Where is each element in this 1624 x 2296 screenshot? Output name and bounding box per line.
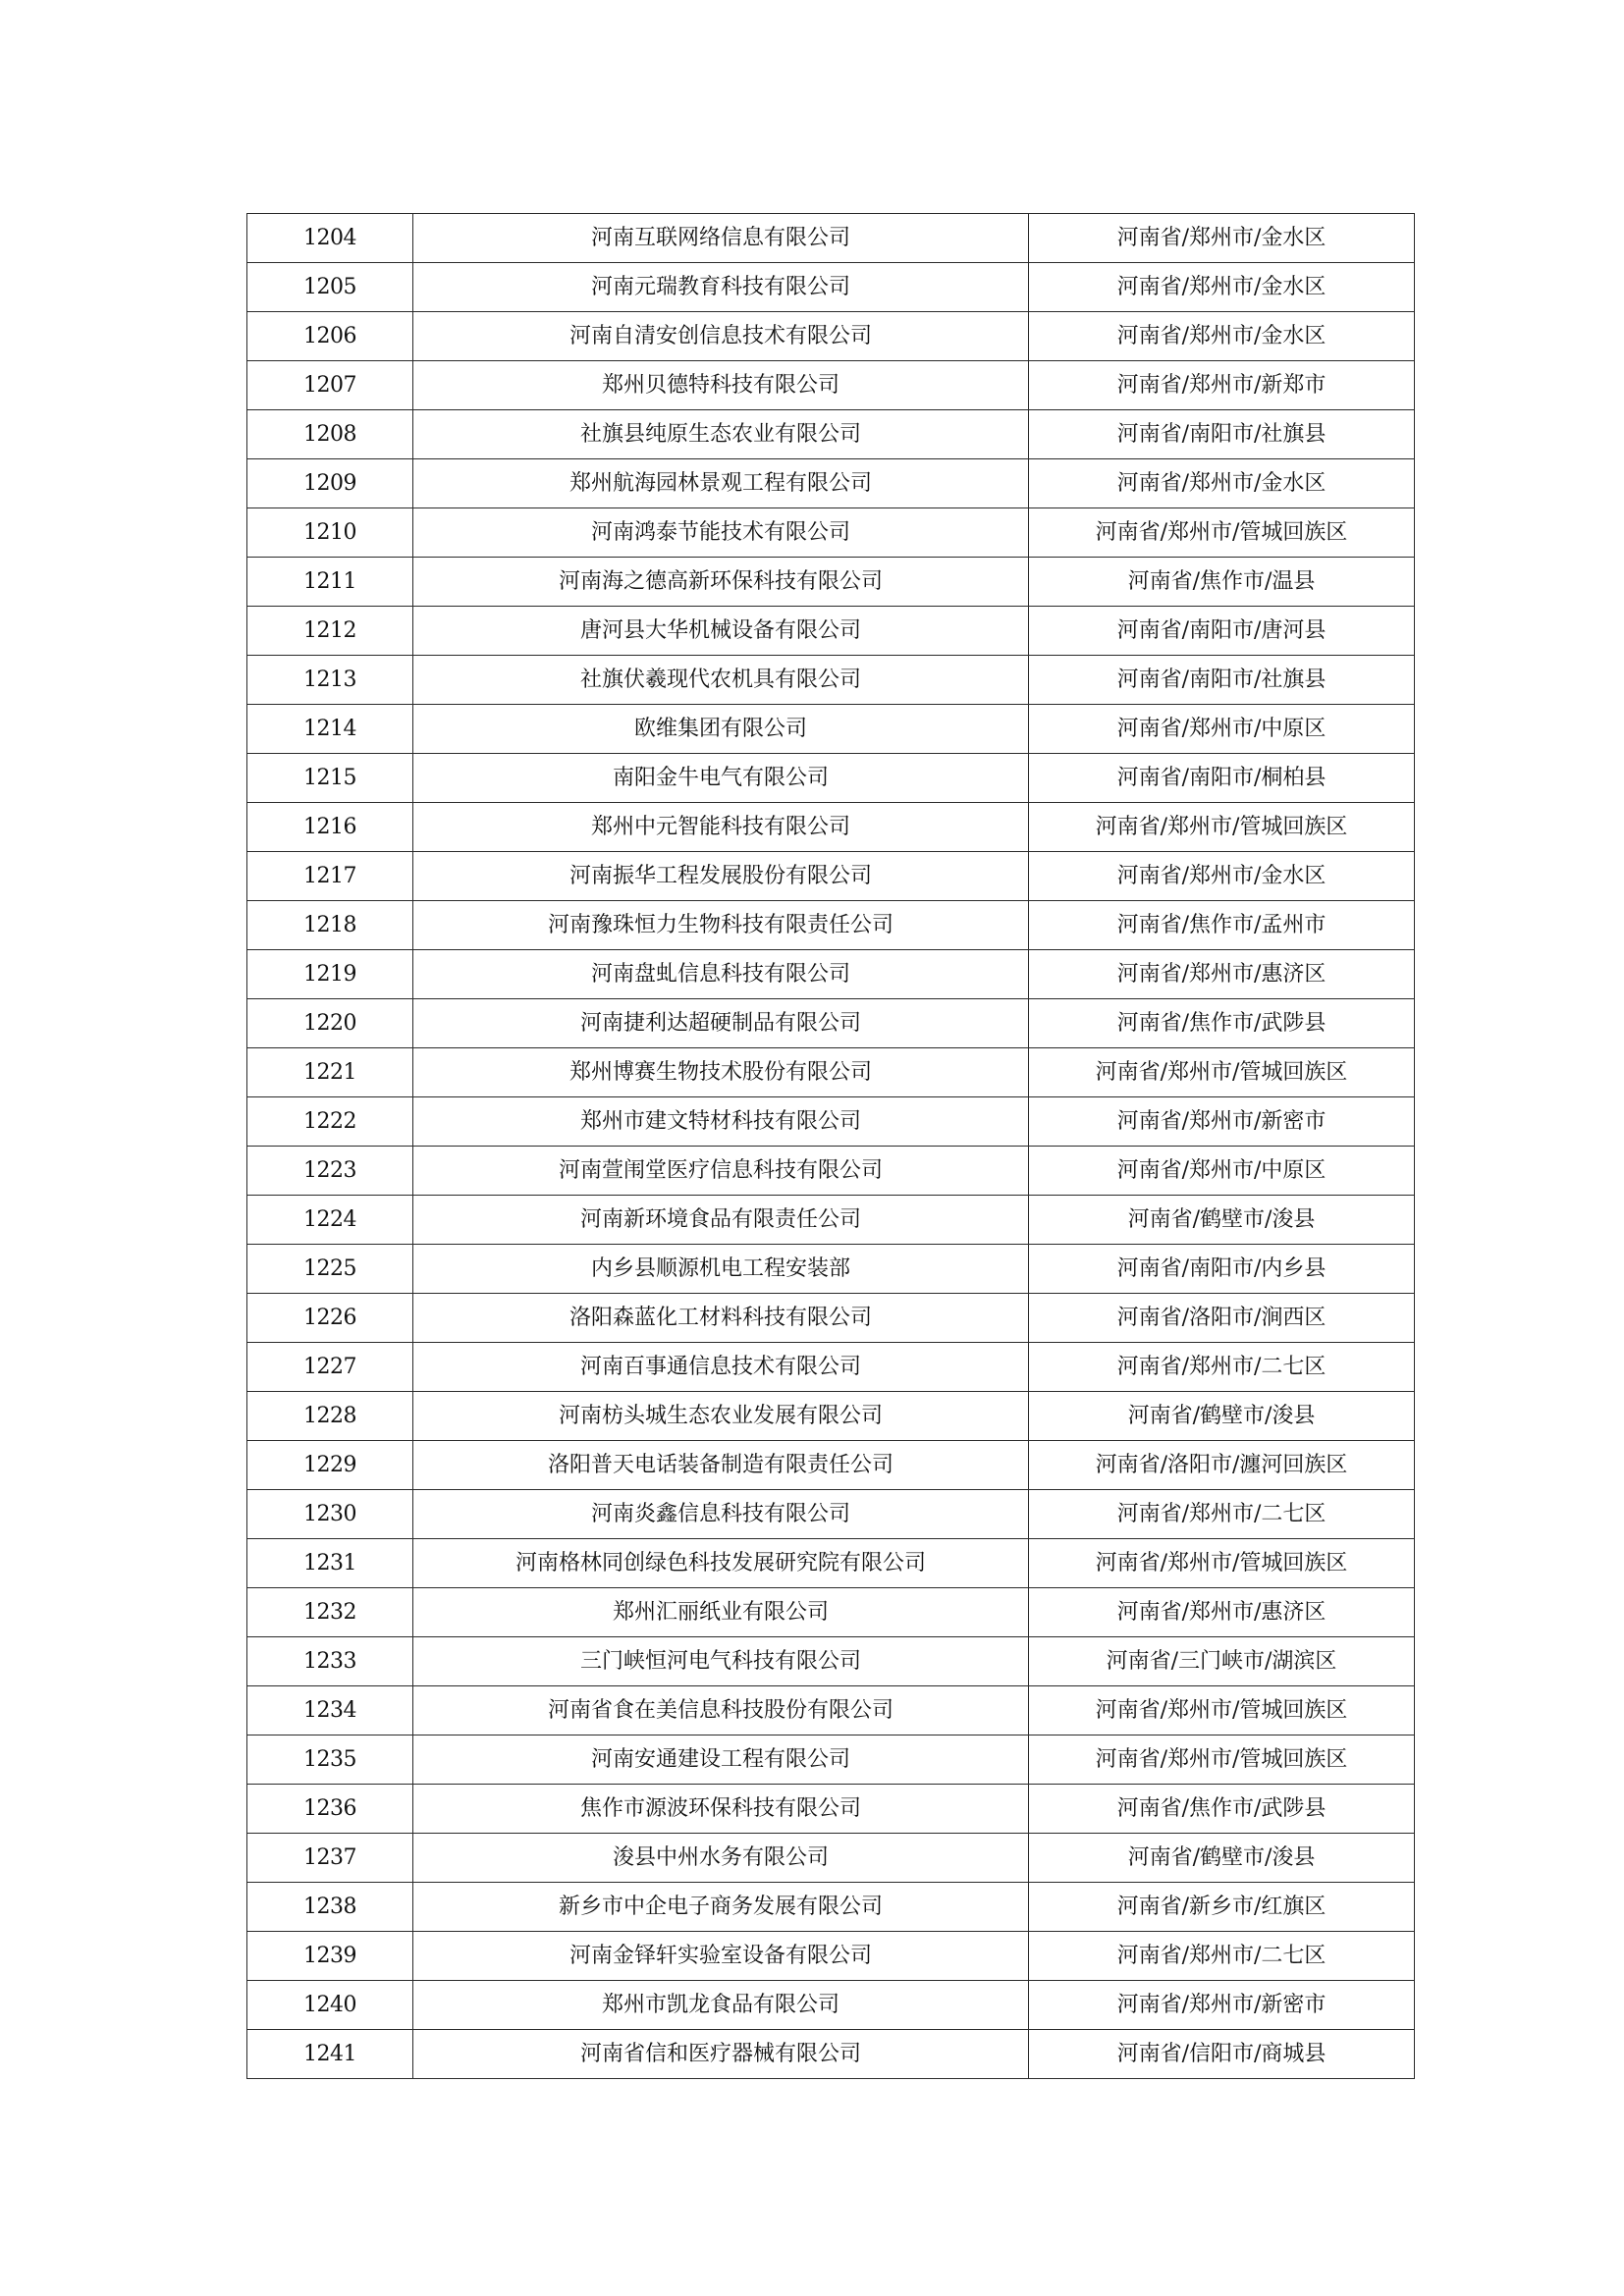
company-name: 郑州博赛生物技术股份有限公司 <box>413 1048 1029 1097</box>
row-number: 1229 <box>247 1441 413 1490</box>
row-number: 1221 <box>247 1048 413 1097</box>
table-row <box>247 607 1415 656</box>
region: 河南省/南阳市/内乡县 <box>1029 1245 1415 1294</box>
region: 河南省/洛阳市/瀍河回族区 <box>1029 1441 1415 1490</box>
table-row <box>247 901 1415 950</box>
company-name: 河南盘虬信息科技有限公司 <box>413 950 1029 999</box>
row-number: 1214 <box>247 705 413 754</box>
table-row <box>247 1392 1415 1441</box>
company-name: 新乡市中企电子商务发展有限公司 <box>413 1883 1029 1932</box>
company-name: 浚县中州水务有限公司 <box>413 1834 1029 1883</box>
region: 河南省/焦作市/孟州市 <box>1029 901 1415 950</box>
row-number: 1207 <box>247 361 413 410</box>
company-name: 社旗伏羲现代农机具有限公司 <box>413 656 1029 705</box>
company-name: 河南捷利达超硬制品有限公司 <box>413 999 1029 1048</box>
row-number: 1240 <box>247 1981 413 2030</box>
region: 河南省/郑州市/新密市 <box>1029 1097 1415 1147</box>
company-name: 河南省食在美信息科技股份有限公司 <box>413 1686 1029 1735</box>
company-name: 河南萱闱堂医疗信息科技有限公司 <box>413 1147 1029 1196</box>
region: 河南省/郑州市/二七区 <box>1029 1932 1415 1981</box>
region: 河南省/信阳市/商城县 <box>1029 2030 1415 2079</box>
row-number: 1216 <box>247 803 413 852</box>
row-number: 1218 <box>247 901 413 950</box>
region: 河南省/郑州市/金水区 <box>1029 312 1415 361</box>
company-name: 郑州市建文特材科技有限公司 <box>413 1097 1029 1147</box>
company-name: 河南格林同创绿色科技发展研究院有限公司 <box>413 1539 1029 1588</box>
row-number: 1206 <box>247 312 413 361</box>
region: 河南省/南阳市/社旗县 <box>1029 656 1415 705</box>
company-name: 河南豫珠恒力生物科技有限责任公司 <box>413 901 1029 950</box>
company-name: 河南海之德高新环保科技有限公司 <box>413 558 1029 607</box>
region: 河南省/郑州市/金水区 <box>1029 263 1415 312</box>
row-number: 1225 <box>247 1245 413 1294</box>
row-number: 1234 <box>247 1686 413 1735</box>
company-name: 河南新环境食品有限责任公司 <box>413 1196 1029 1245</box>
company-name: 南阳金牛电气有限公司 <box>413 754 1029 803</box>
region: 河南省/三门峡市/湖滨区 <box>1029 1637 1415 1686</box>
company-name: 焦作市源波环保科技有限公司 <box>413 1785 1029 1834</box>
row-number: 1208 <box>247 410 413 459</box>
table-row <box>247 1735 1415 1785</box>
table-row <box>247 1981 1415 2030</box>
row-number: 1238 <box>247 1883 413 1932</box>
company-name: 河南振华工程发展股份有限公司 <box>413 852 1029 901</box>
region: 河南省/郑州市/惠济区 <box>1029 1588 1415 1637</box>
table-row <box>247 1686 1415 1735</box>
table-row <box>247 1343 1415 1392</box>
row-number: 1232 <box>247 1588 413 1637</box>
region: 河南省/郑州市/新郑市 <box>1029 361 1415 410</box>
region: 河南省/南阳市/桐柏县 <box>1029 754 1415 803</box>
company-name: 河南百事通信息技术有限公司 <box>413 1343 1029 1392</box>
table-row <box>247 1932 1415 1981</box>
row-number: 1211 <box>247 558 413 607</box>
row-number: 1239 <box>247 1932 413 1981</box>
row-number: 1233 <box>247 1637 413 1686</box>
region: 河南省/郑州市/二七区 <box>1029 1343 1415 1392</box>
region: 河南省/南阳市/社旗县 <box>1029 410 1415 459</box>
company-name: 洛阳普天电话装备制造有限责任公司 <box>413 1441 1029 1490</box>
row-number: 1219 <box>247 950 413 999</box>
region: 河南省/鹤壁市/浚县 <box>1029 1834 1415 1883</box>
row-number: 1212 <box>247 607 413 656</box>
table-row <box>247 754 1415 803</box>
region: 河南省/南阳市/唐河县 <box>1029 607 1415 656</box>
table-row <box>247 558 1415 607</box>
row-number: 1224 <box>247 1196 413 1245</box>
table-row <box>247 1048 1415 1097</box>
region: 河南省/鹤壁市/浚县 <box>1029 1196 1415 1245</box>
region: 河南省/郑州市/金水区 <box>1029 459 1415 508</box>
company-name: 河南互联网络信息有限公司 <box>413 214 1029 263</box>
row-number: 1237 <box>247 1834 413 1883</box>
row-number: 1231 <box>247 1539 413 1588</box>
table-row <box>247 1785 1415 1834</box>
table-row <box>247 312 1415 361</box>
region: 河南省/郑州市/新密市 <box>1029 1981 1415 2030</box>
row-number: 1204 <box>247 214 413 263</box>
company-name: 河南省信和医疗器械有限公司 <box>413 2030 1029 2079</box>
row-number: 1230 <box>247 1490 413 1539</box>
region: 河南省/焦作市/武陟县 <box>1029 999 1415 1048</box>
row-number: 1209 <box>247 459 413 508</box>
table-row <box>247 214 1415 263</box>
table-row <box>247 1441 1415 1490</box>
region: 河南省/郑州市/管城回族区 <box>1029 1539 1415 1588</box>
region: 河南省/鹤壁市/浚县 <box>1029 1392 1415 1441</box>
table-row <box>247 410 1415 459</box>
region: 河南省/郑州市/金水区 <box>1029 214 1415 263</box>
table-row <box>247 1196 1415 1245</box>
company-name: 洛阳森蓝化工材料科技有限公司 <box>413 1294 1029 1343</box>
region: 河南省/郑州市/管城回族区 <box>1029 1048 1415 1097</box>
table-row <box>247 508 1415 558</box>
company-name: 郑州中元智能科技有限公司 <box>413 803 1029 852</box>
company-name: 河南安通建设工程有限公司 <box>413 1735 1029 1785</box>
row-number: 1227 <box>247 1343 413 1392</box>
table-row <box>247 803 1415 852</box>
table-row <box>247 1245 1415 1294</box>
table-row <box>247 1539 1415 1588</box>
company-name: 三门峡恒河电气科技有限公司 <box>413 1637 1029 1686</box>
region: 河南省/郑州市/管城回族区 <box>1029 1686 1415 1735</box>
company-name: 郑州汇丽纸业有限公司 <box>413 1588 1029 1637</box>
region: 河南省/郑州市/中原区 <box>1029 705 1415 754</box>
region: 河南省/新乡市/红旗区 <box>1029 1883 1415 1932</box>
table-row <box>247 459 1415 508</box>
company-name: 河南枋头城生态农业发展有限公司 <box>413 1392 1029 1441</box>
table-row <box>247 2030 1415 2079</box>
table-row <box>247 1147 1415 1196</box>
row-number: 1220 <box>247 999 413 1048</box>
company-name: 郑州市凯龙食品有限公司 <box>413 1981 1029 2030</box>
region: 河南省/郑州市/管城回族区 <box>1029 1735 1415 1785</box>
company-name: 郑州航海园林景观工程有限公司 <box>413 459 1029 508</box>
row-number: 1210 <box>247 508 413 558</box>
region: 河南省/洛阳市/涧西区 <box>1029 1294 1415 1343</box>
region: 河南省/郑州市/管城回族区 <box>1029 803 1415 852</box>
table-row <box>247 999 1415 1048</box>
row-number: 1205 <box>247 263 413 312</box>
table-row <box>247 263 1415 312</box>
company-name: 河南元瑞教育科技有限公司 <box>413 263 1029 312</box>
table-row <box>247 1294 1415 1343</box>
region: 河南省/郑州市/金水区 <box>1029 852 1415 901</box>
table-row <box>247 1883 1415 1932</box>
row-number: 1228 <box>247 1392 413 1441</box>
table-body <box>247 214 1415 2079</box>
region: 河南省/焦作市/武陟县 <box>1029 1785 1415 1834</box>
region: 河南省/郑州市/管城回族区 <box>1029 508 1415 558</box>
row-number: 1241 <box>247 2030 413 2079</box>
company-name: 河南金铎轩实验室设备有限公司 <box>413 1932 1029 1981</box>
company-name: 内乡县顺源机电工程安装部 <box>413 1245 1029 1294</box>
region: 河南省/焦作市/温县 <box>1029 558 1415 607</box>
row-number: 1236 <box>247 1785 413 1834</box>
company-table <box>246 213 1415 2079</box>
row-number: 1213 <box>247 656 413 705</box>
company-name: 郑州贝德特科技有限公司 <box>413 361 1029 410</box>
company-name: 河南鸿泰节能技术有限公司 <box>413 508 1029 558</box>
table-row <box>247 1834 1415 1883</box>
region: 河南省/郑州市/惠济区 <box>1029 950 1415 999</box>
table-row <box>247 361 1415 410</box>
company-name: 社旗县纯原生态农业有限公司 <box>413 410 1029 459</box>
table-row <box>247 1097 1415 1147</box>
row-number: 1223 <box>247 1147 413 1196</box>
table-row <box>247 705 1415 754</box>
company-name: 河南自清安创信息技术有限公司 <box>413 312 1029 361</box>
row-number: 1222 <box>247 1097 413 1147</box>
row-number: 1226 <box>247 1294 413 1343</box>
table-row <box>247 1588 1415 1637</box>
row-number: 1215 <box>247 754 413 803</box>
region: 河南省/郑州市/中原区 <box>1029 1147 1415 1196</box>
company-name: 唐河县大华机械设备有限公司 <box>413 607 1029 656</box>
table-row <box>247 852 1415 901</box>
company-name: 河南炎鑫信息科技有限公司 <box>413 1490 1029 1539</box>
table-row <box>247 1637 1415 1686</box>
row-number: 1217 <box>247 852 413 901</box>
row-number: 1235 <box>247 1735 413 1785</box>
company-name: 欧维集团有限公司 <box>413 705 1029 754</box>
region: 河南省/郑州市/二七区 <box>1029 1490 1415 1539</box>
table-row <box>247 1490 1415 1539</box>
table-row <box>247 656 1415 705</box>
table-row <box>247 950 1415 999</box>
